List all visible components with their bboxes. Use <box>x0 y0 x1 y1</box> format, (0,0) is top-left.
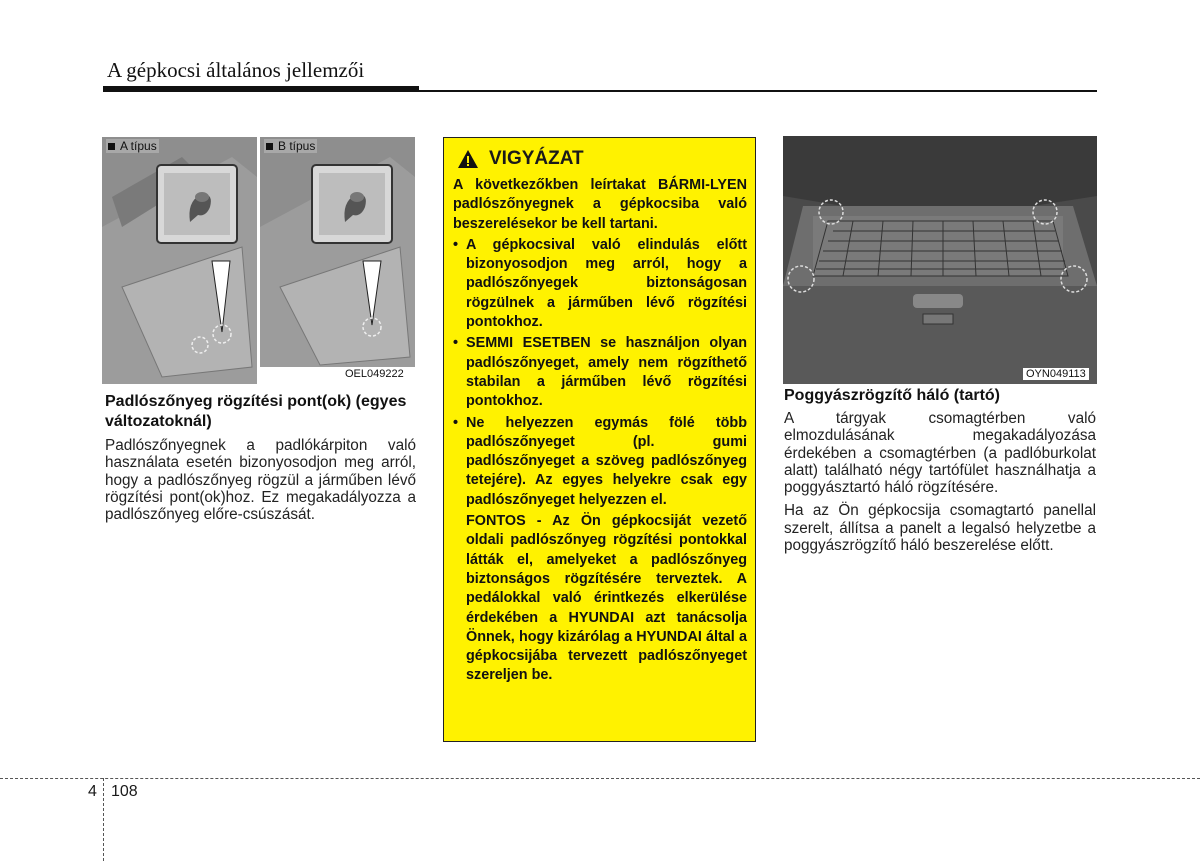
cargo-net-paragraph-1: A tárgyak csomagtérben való elmozdulásának megakadályozása érdekében a csomagtérben (a padlóburkolat alatt) található négy tartófület használhatja a poggyásztartó háló rögzítésére. <box>784 410 1096 497</box>
warning-item: • Ne helyezzen egymás fölé több padlószőnyeget (pl. gumi padlószőnyeget a szöveg padlószőnyeg tetejére). Az egyes helyekre csak egy padlószőnyeget helyezzen el. <box>453 414 747 510</box>
warning-item: • SEMMI ESETBEN se használjon olyan padlószőnyeget, amely nem rögzíthető stabilan a járműben lévő rögzítési pontokhoz. <box>453 334 747 411</box>
image-label-type-b: B típus <box>264 139 317 153</box>
cargo-net-illustration <box>783 136 1097 384</box>
page-header-title: A gépkocsi általános jellemzői <box>107 58 365 82</box>
warning-intro: A következőkben leírtakat BÁRMI-LYEN padlószőnyegnek a gépkocsiba való beszerelésekor be kell tartani. <box>453 177 747 232</box>
floor-mat-heading: Padlószőnyeg rögzítési pont(ok) (egyes változatoknál) <box>105 393 407 430</box>
floor-mat-illustration-b <box>260 137 415 367</box>
warning-item: • A gépkocsival való elindulás előtt bizonyosodjon meg arról, hogy a padlószőnyegek biztonságosan rögzülnek a járműben lévő rögzítési pontokhoz. <box>453 236 747 332</box>
footer-vertical-divider <box>103 778 104 861</box>
warning-content <box>453 176 747 686</box>
left-image-code: OEL049222 <box>342 368 407 380</box>
floor-mat-body <box>105 437 416 529</box>
cargo-net-body <box>784 410 1096 560</box>
cargo-net-photo <box>783 136 1097 384</box>
warning-triangle-icon <box>457 149 479 169</box>
floor-mat-photo-type-a <box>102 137 257 384</box>
floor-mat-photo-type-b <box>260 137 415 367</box>
right-image-code: OYN049113 <box>1023 368 1089 380</box>
floor-mat-paragraph: Padlószőnyegnek a padlókárpiton való használata esetén bizonyosodjon meg arról, hogy a padlószőnyeg rögzül a járműben lévő rögzítési pont(ok)hoz. Ez megakadályozza a padlószőnyeg előre-csúszását. <box>105 437 416 524</box>
warning-title <box>457 148 747 170</box>
header-rule-thick <box>103 86 419 92</box>
warning-box <box>443 137 756 742</box>
cargo-net-paragraph-2: Ha az Ön gépkocsija csomagtartó panellal szerelt, állítsa a panelt a legalsó helyzetbe a poggyászrögzítő háló beszerelése előtt. <box>784 502 1096 555</box>
warning-title-text: VIGYÁZAT <box>489 148 584 169</box>
footer-divider <box>0 778 1200 779</box>
header-rule-thin <box>419 90 1097 92</box>
warning-important: FONTOS - Az Ön gépkocsiját vezető oldali padlószőnyeg rögzítési pontokkal látták el, amelyeket a padlószőnyeg biztonságos rögzítésére terveztek. A pedálokkal való érintkezés elkerülése érdekében a HYUNDAI azt tanácsolja Önnek, hogy kizárólag a HYUNDAI által a gépkocsijába tervezett padlószőnyeget szereljen be. <box>466 513 747 684</box>
square-bullet-icon <box>266 143 273 150</box>
page-number: 108 <box>111 783 138 800</box>
chapter-number: 4 <box>88 783 97 800</box>
floor-mat-illustration-a <box>102 137 257 384</box>
image-label-type-a: A típus <box>106 139 159 153</box>
cargo-net-heading: Poggyászrögzítő háló (tartó) <box>784 387 1000 404</box>
square-bullet-icon <box>108 143 115 150</box>
warning-list <box>453 236 747 510</box>
